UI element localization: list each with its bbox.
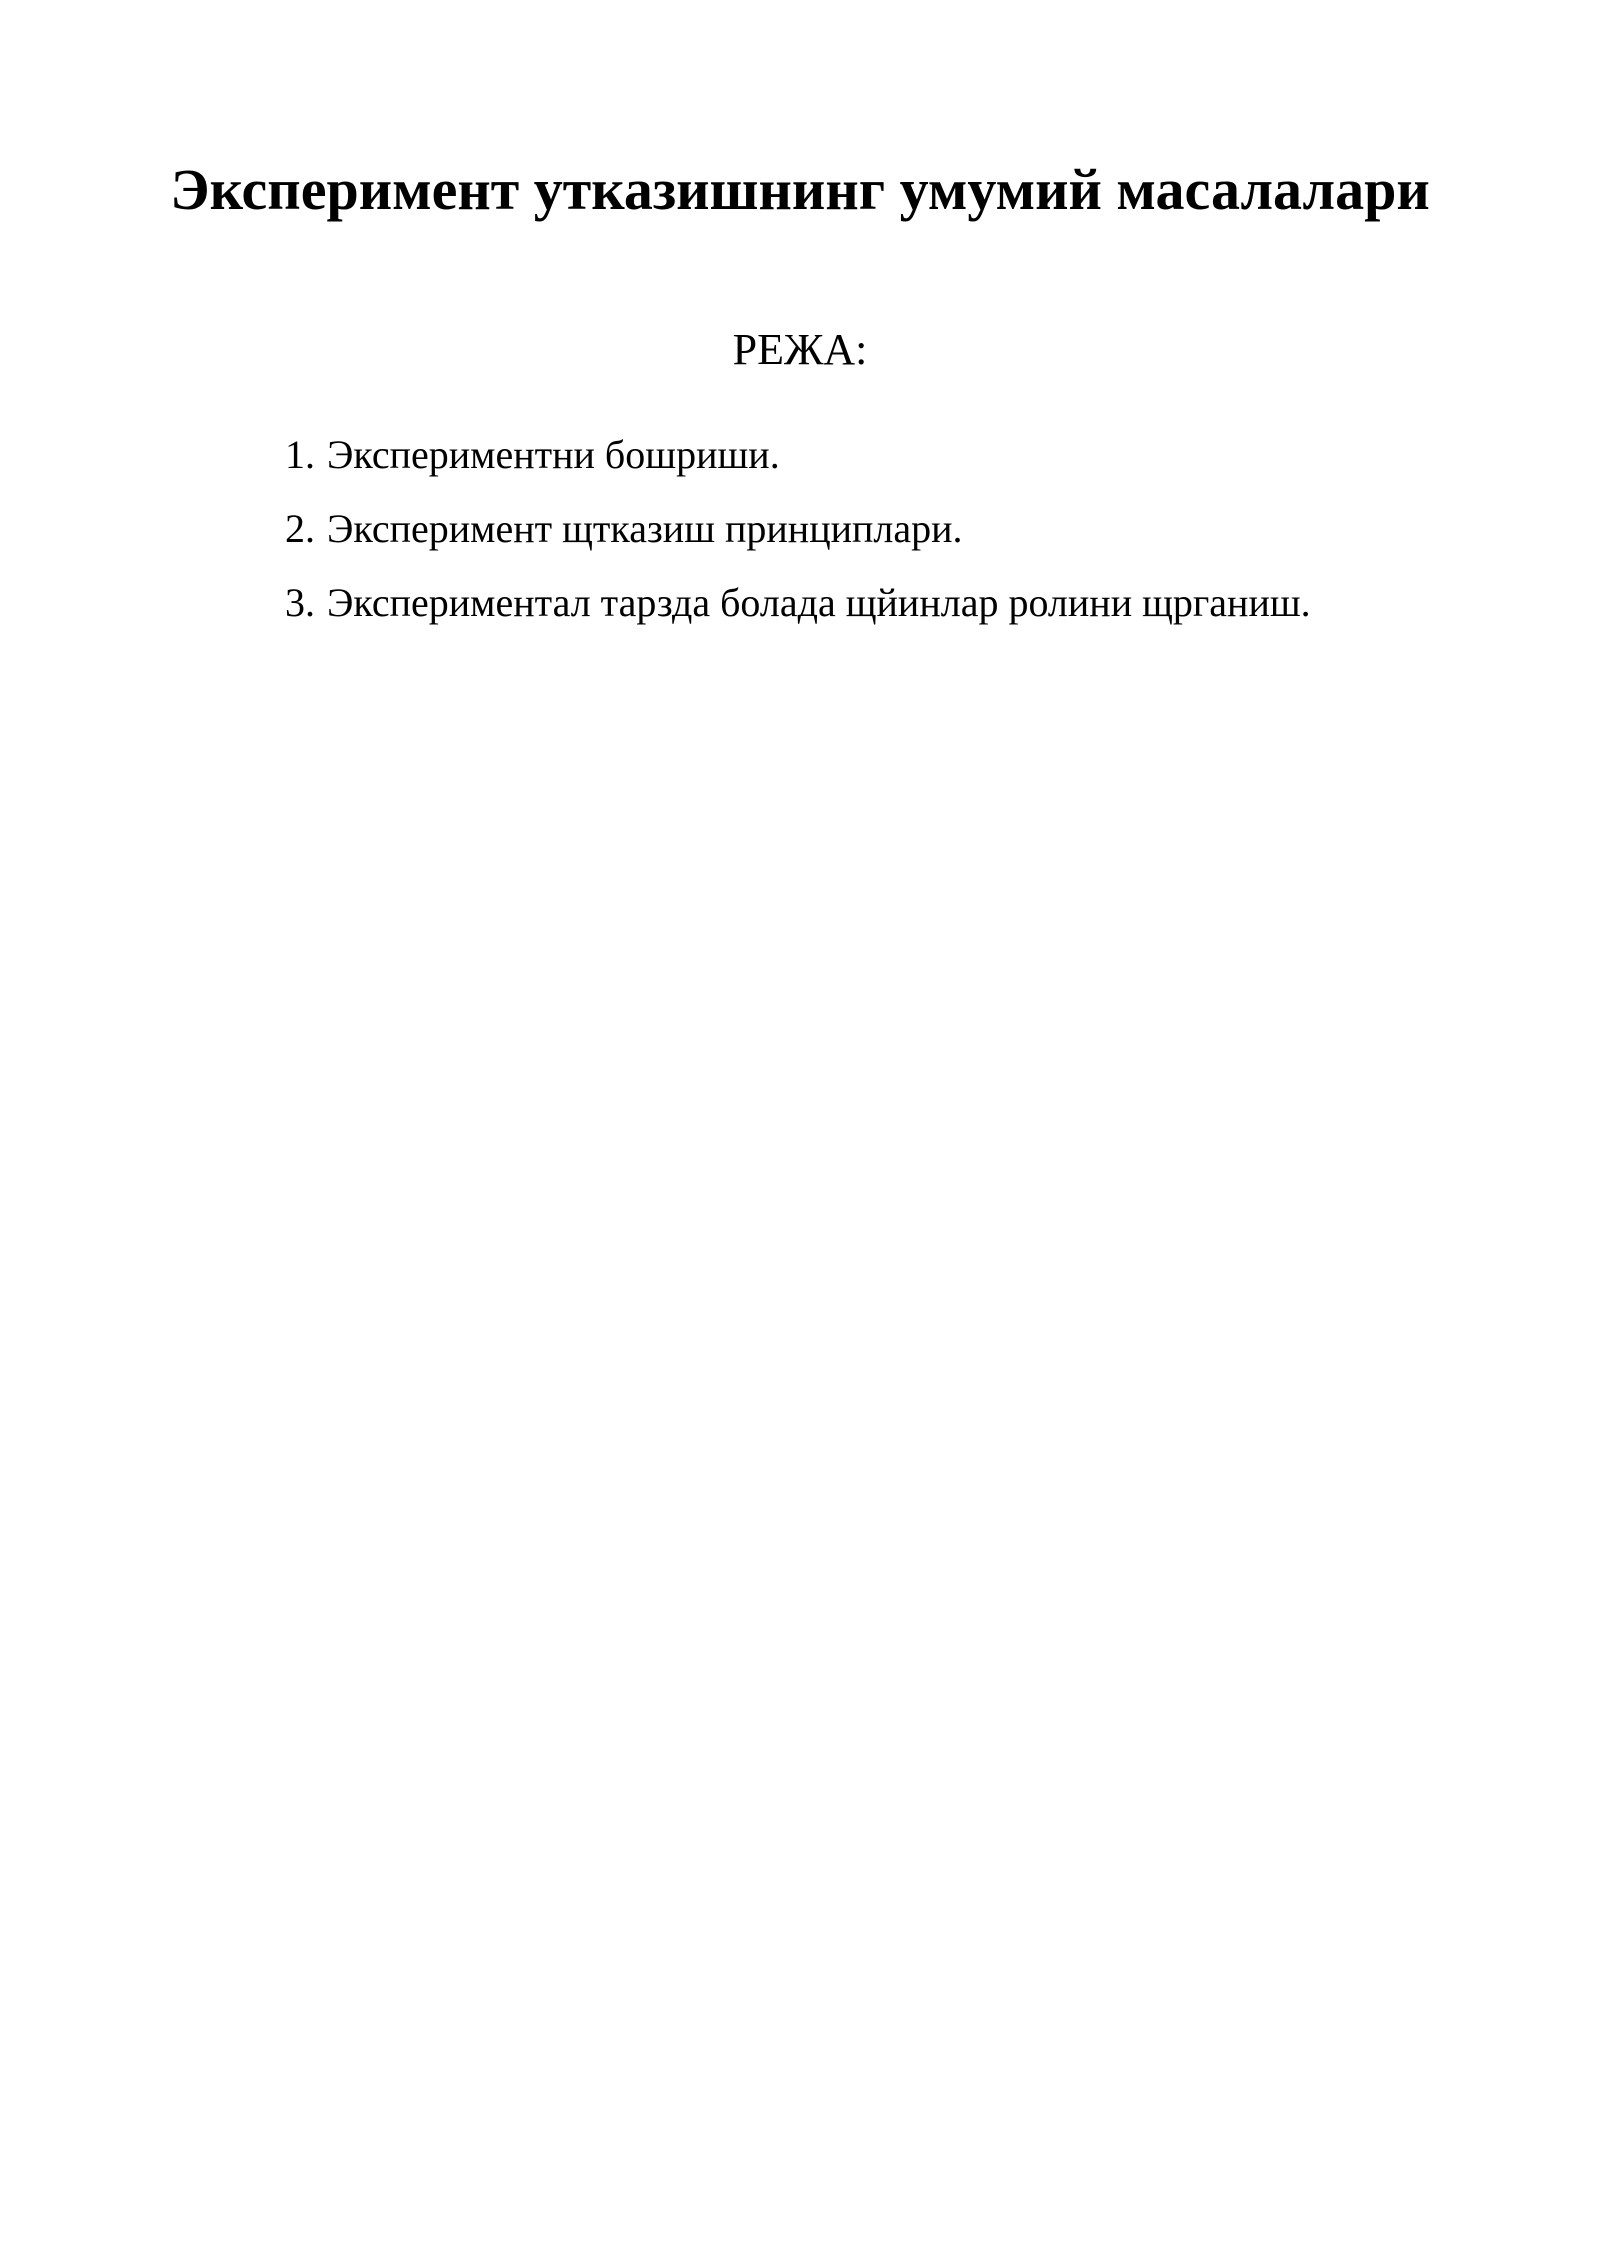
plan-heading: РЕЖА: [732, 325, 868, 374]
document-title: Эксперимент утказишнинг умумий масалалари [170, 157, 1430, 222]
plan-item-2 [285, 492, 1311, 566]
plan-item-number: 3. [285, 580, 315, 625]
plan-list [285, 418, 1311, 640]
plan-item-number: 1. [285, 432, 315, 477]
plan-item-number: 2. [285, 506, 315, 551]
plan-item-text: Экспериментни бошриши. [327, 432, 780, 477]
plan-item-text: Эксперимент щтказиш принциплари. [327, 506, 963, 551]
plan-item-3 [285, 566, 1311, 640]
plan-item-1 [285, 418, 1311, 492]
plan-item-text: Экспериментал тарзда болада щйинлар ролини щрганиш. [327, 580, 1311, 625]
